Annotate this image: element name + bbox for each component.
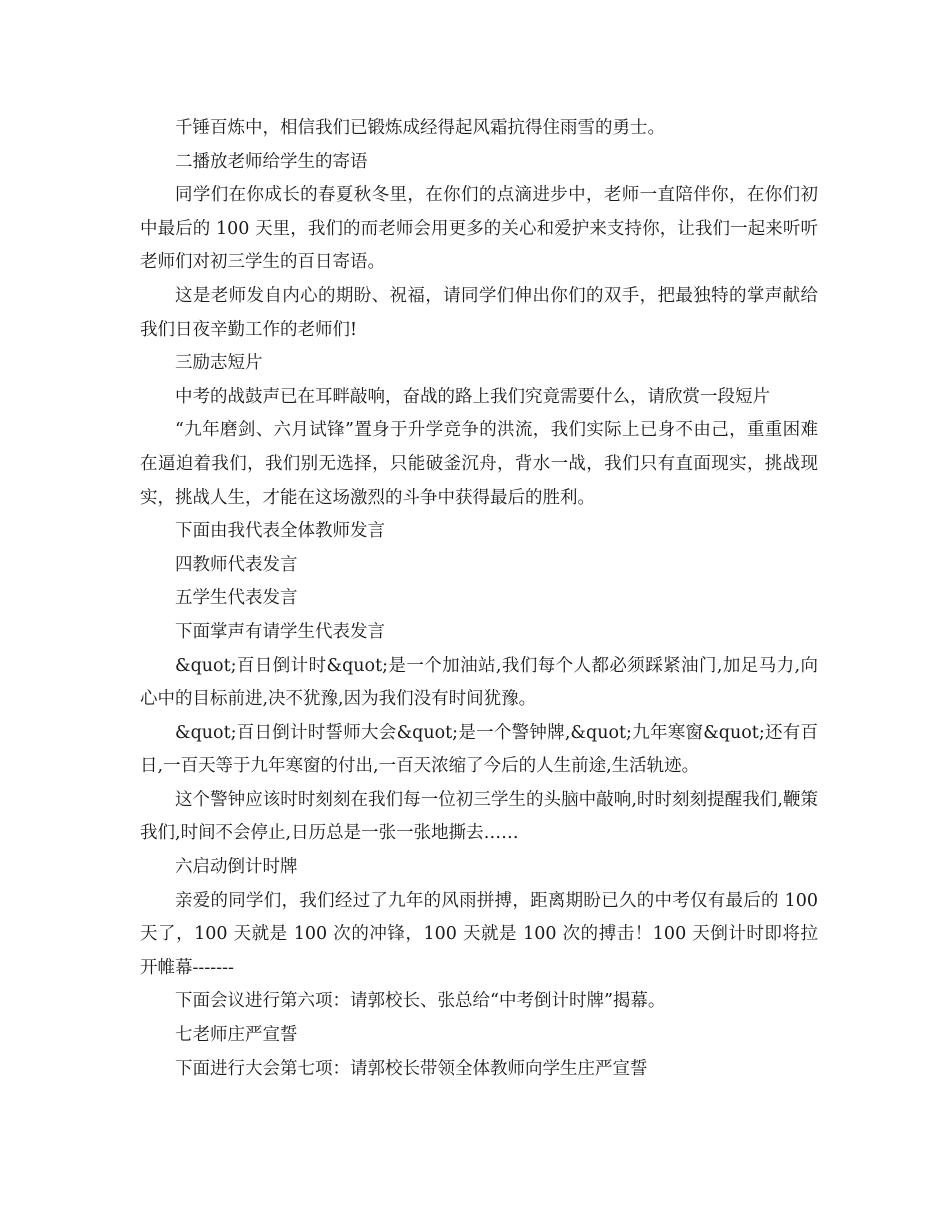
paragraph-warriors: 千锤百炼中，相信我们已锻炼成经得起风霜抗得住雨雪的勇士。 — [175, 118, 665, 138]
section-heading-4: 四教师代表发言 — [175, 554, 298, 575]
section-heading-6: 六启动倒计时牌 — [175, 857, 298, 878]
paragraph-countdown: 亲爱的同学们，我们经过了九年的风雨拼搏，距离期盼已久的中考仅有最后的 100 天了，100 天就是 100 次的冲锋，100 天就是 100 次的搏击！100 天倒计时即将拉开帷幕------- — [140, 890, 818, 978]
paragraph-teacher-intro: 同学们在你成长的春夏秋冬里，在你们的点滴进步中，老师一直陪伴你，在你们初中最后的 100 天里，我们的而老师会用更多的关心和爱护来支持你，让我们一起来听听老师们对初三学生的百日寄语。 — [140, 185, 818, 273]
document-body — [140, 112, 818, 1086]
paragraph-drums: 中考的战鼓声已在耳畔敲响，奋战的路上我们究竟需要什么，请欣赏一段短片 — [175, 386, 770, 407]
paragraph-bell-rings: 这个警钟应该时时刻刻在我们每一位初三学生的头脑中敲响,时时刻刻提醒我们,鞭策我们,时间不会停止,日历总是一张一张地撕去…… — [140, 789, 818, 844]
paragraph-short-film: “九年磨剑、六月试锋”置身于升学竞争的洪流，我们实际上已身不由己，重重困难在逼迫着我们，我们别无选择，只能破釜沉舟，背水一战，我们只有直面现实，挑战现实，挑战人生，才能在这场激烈的斗争中获得最后的胜利。 — [140, 420, 818, 508]
paragraph-applause: 这是老师发自内心的期盼、祝福，请同学们伸出你们的双手，把最独特的掌声献给我们日夜辛勤工作的老师们! — [140, 285, 818, 340]
line-teacher-speech-intro: 下面由我代表全体教师发言 — [175, 521, 385, 542]
section-heading-3: 三励志短片 — [175, 353, 263, 374]
paragraph-gas-station: &quot;百日倒计时&quot;是一个加油站,我们每个人都必须踩紧油门,加足马力,向心中的目标前进,决不犹豫,因为我们没有时间犹豫。 — [140, 655, 818, 710]
section-heading-7: 七老师庄严宣誓 — [175, 1025, 298, 1046]
section-heading-5: 五学生代表发言 — [175, 588, 298, 609]
paragraph-alarm-bell: &quot;百日倒计时誓师大会&quot;是一个警钟牌,&quot;九年寒窗&quot;还有百日,一百天等于九年寒窗的付出,一百天浓缩了今后的人生前途,生活轨迹。 — [140, 722, 818, 777]
line-unveil-countdown: 下面会议进行第六项：请郭校长、张总给“中考倒计时牌”揭幕。 — [175, 991, 666, 1012]
section-heading-2: 二播放老师给学生的寄语 — [175, 151, 368, 172]
line-oath: 下面进行大会第七项：请郭校长带领全体教师向学生庄严宣誓 — [175, 1058, 648, 1079]
line-student-speech-intro: 下面掌声有请学生代表发言 — [175, 621, 385, 642]
